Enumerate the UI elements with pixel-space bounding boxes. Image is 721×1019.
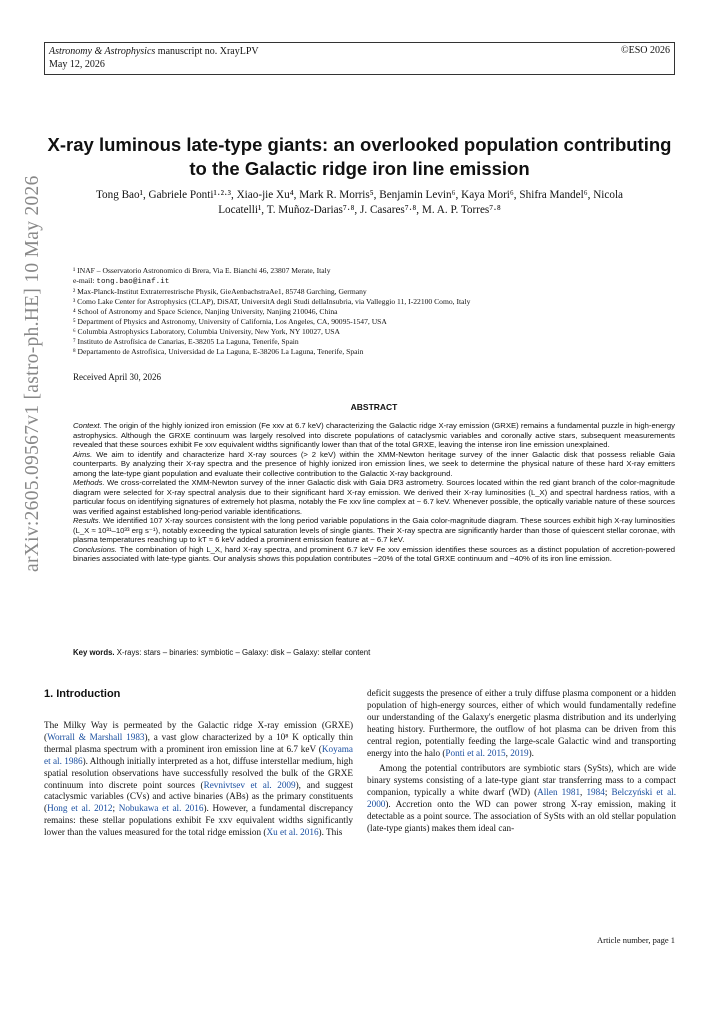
received-date: Received April 30, 2026 — [73, 372, 161, 382]
citation-link[interactable]: Allen 1981 — [537, 787, 581, 798]
affiliation-6: ⁶ Columbia Astrophysics Laboratory, Columbia University, New York, NY 10027, USA — [73, 327, 340, 336]
arxiv-stamp: arXiv:2605.09567v1 [astro-ph.HE] 10 May 2026 — [22, 175, 43, 572]
body-text: ). This — [318, 827, 343, 838]
abstract-heading: ABSTRACT — [350, 402, 398, 412]
intro-paragraph-1 — [44, 720, 353, 839]
affiliation-3: ³ Como Lake Center for Astrophysics (CLAP), DiSAT, UniversitA degli Studi dellaInsubria, via Valleggio 11, I-22100 Como, Italy — [73, 297, 471, 306]
body-text: ; — [604, 787, 612, 798]
header-box — [44, 42, 675, 75]
conclusions-label: Conclusions. — [73, 544, 118, 554]
authors-line-2: Locatelli¹, T. Muñoz-Darias⁷·⁸, J. Casares⁷·⁸, M. A. P. Torres⁷·⁸ — [218, 204, 501, 216]
context-text: The origin of the highly ionized iron emission (Fe xxv at 6.7 keV) characterizing the Galactic ridge X-ray emission (GRXE) remains a fundamental puzzle in high-energy astrophysics. Although the GRXE continuum was largely resolved into discrete populations of cataclysmic variables and coronally active stars, subsequent measurements revealed that these sources exhibit Fe xxv equivalent widths significantly lower than that of the total GRXE, leaving the intense iron line emission unexplained. — [73, 421, 675, 449]
body-text: , — [505, 747, 511, 758]
conclusions-text: The combination of high L_X, hard X-ray spectra, and prominent 6.7 keV Fe xxv emission identifies these sources as a distinct population of accretion-powered binaries associated with late-type giants. Our analysis shows this population contributes ~20% of the total GRXE continuum and ~40% of its iron line emission. — [73, 544, 675, 563]
body-text: ). Accretion onto the WD can power strong X-ray emission, making it detectable as a point source. The association of SySts with an old stellar population (late-type giants) makes them ideal can- — [367, 799, 676, 833]
body-text: ). However, a fundamental discrepancy remains: these stellar populations exhibit Fe xxv equivalent widths significantly lower than the values measured for the total ridge emission ( — [44, 803, 353, 838]
keywords-label: Key words. — [73, 648, 115, 657]
header-date: May 12, 2026 — [49, 59, 105, 70]
abstract-context — [73, 421, 675, 450]
results-label: Results. — [73, 516, 101, 525]
methods-label: Methods. — [73, 478, 105, 487]
citation-link[interactable]: Hong et al. 2012 — [47, 803, 113, 814]
citation-link[interactable]: Xu et al. 2016 — [266, 827, 319, 838]
header-left — [49, 45, 259, 71]
context-label: Context. — [73, 421, 102, 430]
intro-right-column — [367, 688, 676, 835]
email-link[interactable]: tong.bao@inaf.it — [96, 278, 170, 286]
affiliation-2: ² Max-Planck-Institut Extraterrestrische Physik, GieAenbachstraAe1, 85748 Garching, Germany — [73, 287, 367, 296]
body-text: ), a vast glow characterized by a 10⁸ K optically thin thermal plasma spectrum with a prominent iron emission line at 6.7 keV ( — [44, 731, 354, 754]
section-heading: 1. Introduction — [44, 688, 121, 700]
keywords-text: X-rays: stars – binaries: symbiotic – Galaxy: disk – Galaxy: stellar content — [116, 648, 371, 657]
body-text: ; — [112, 803, 119, 814]
citation-link[interactable]: Worrall & Marshall 1983 — [47, 731, 145, 742]
intro-paragraph-2 — [367, 763, 676, 834]
page-footer: Article number, page 1 — [596, 935, 675, 945]
citation-link[interactable]: Revnivtsev et al. 2009 — [203, 779, 296, 790]
abstract — [73, 421, 675, 564]
aims-label: Aims. — [73, 449, 93, 459]
results-text: We identified 107 X-ray sources consistent with the long period variable populations in the Gaia color-magnitude diagram. These sources exhibit high X-ray luminosities (L_X ≈ 10³¹–10³³ erg s⁻¹), notably exceeding the typical saturation levels of single giants. Their X-ray spectra are significantly harder than those of quiescent stellar coronae, with plasma temperatures reaching up to kT ≈ 6 keV added a prominent emission feature at ~ 6.7 keV. — [73, 516, 675, 544]
email-label: e-mail: — [73, 276, 97, 285]
aims-text: We aim to identify and characterize hard X-ray sources (> 2 keV) within the XMM-Newton heritage survey of the inner Galactic disk that possess reliable Gaia counterparts. By analyzing their X-ray spectra and the presence of highly ionized iron emission lines, we seek to determine the physical nature of these hard X-ray emitters among the late-type giant population and evaluate their collective contribution to the Galactic X-ray background. — [73, 449, 675, 478]
citation-link[interactable]: Nobukawa et al. 2016 — [118, 803, 204, 814]
methods-text: We cross-correlated the XMM-Newton survey of the inner Galactic disk with Gaia DR3 astrometry. Sources located within the red giant branch of the color-magnitude diagram were selected for X-ray spectral analysis due to their significant hard X-ray emission. We derived their X-ray luminosities (L_X) and spectral hardness ratios, with a particular focus on identifying signatures of extremely hot plasma, notably the Fe xxv line complex at ~ 6.7 keV. Whenever possible, the optically variable nature of these sources was verified against established long-period variable identifications. — [73, 478, 675, 516]
body-text: ). — [528, 747, 534, 758]
citation-link[interactable]: 1984 — [586, 787, 605, 798]
body-text: Among the potential contributors are symbiotic stars (SySts), which are wide binary systems consisting of a late-type giant star transferring mass to a compact companion, typically a white dwarf (WD) ( — [367, 763, 676, 798]
manuscript-id: manuscript no. XrayLPV — [157, 46, 259, 57]
affiliation-5: ⁵ Department of Physics and Astronomy, University of California, Los Angeles, CA, 90095-1547, USA — [73, 317, 387, 326]
affiliation-1: ¹ INAF – Osservatorio Astronomico di Brera, Via E. Bianchi 46, 23807 Merate, Italy — [73, 266, 331, 275]
intro-left-column — [44, 720, 353, 839]
copyright: ©ESO 2026 — [621, 45, 670, 56]
affiliation-4: ⁴ School of Astronomy and Space Science, Nanjing University, Nanjing 210046, China — [73, 307, 338, 316]
paper-title: X-ray luminous late-type giants: an overlooked population contributing to the Galactic ridge iron line emission — [47, 134, 672, 179]
affiliation-7: ⁷ Instituto de Astrofísica de Canarias, E-38205 La Laguna, Tenerife, Spain — [73, 337, 299, 346]
journal-name: Astronomy & Astrophysics — [49, 46, 156, 57]
body-text: ), and suggest cataclysmic variables (CVs) and active binaries (ABs) as the primary constituents ( — [44, 779, 353, 814]
body-text: ). Although initially interpreted as a hot, diffuse interstellar medium, high spatial resolution observations have successfully resolved the bulk of the GRXE continuum into discrete point sources ( — [44, 755, 353, 790]
abstract-aims — [73, 450, 675, 479]
body-text: , — [580, 787, 587, 798]
authors-line-1: Tong Bao¹, Gabriele Ponti¹·²·³, Xiao-jie Xu⁴, Mark R. Morris⁵, Benjamin Levin⁶, Kaya Mori⁶, Shifra Mandel⁶, Nicola — [95, 189, 624, 201]
affiliations — [73, 266, 673, 357]
abstract-results — [73, 516, 675, 545]
citation-link[interactable]: Belczyński et al. 2000 — [367, 787, 676, 810]
email-line — [73, 276, 673, 287]
body-text: The Milky Way is permeated by the Galactic ridge X-ray emission (GRXE) ( — [44, 720, 353, 742]
abstract-methods — [73, 478, 675, 516]
citation-link[interactable]: 2019 — [510, 747, 529, 758]
keywords — [73, 648, 675, 657]
author-list — [44, 188, 675, 218]
intro-paragraph-1-cont — [367, 688, 676, 759]
body-text: deficit suggests the presence of either a truly diffuse plasma component or a hidden population of high-energy sources, either of which would fundamentally redefine our understanding of the Galaxy's energetic plasma distribution and its underlying heating history. Furthermore, the outflow of hot plasma can be driven from this central region, potentially feeding the large-scale Galactic wind and transporting energy into the halo ( — [367, 688, 676, 758]
citation-link[interactable]: Koyama et al. 1986 — [44, 743, 353, 766]
affiliation-8: ⁸ Departamento de Astrofísica, Universidad de La Laguna, E-38206 La Laguna, Tenerife, Spain — [73, 347, 364, 356]
citation-link[interactable]: Ponti et al. 2015 — [445, 747, 506, 758]
abstract-conclusions — [73, 545, 675, 564]
